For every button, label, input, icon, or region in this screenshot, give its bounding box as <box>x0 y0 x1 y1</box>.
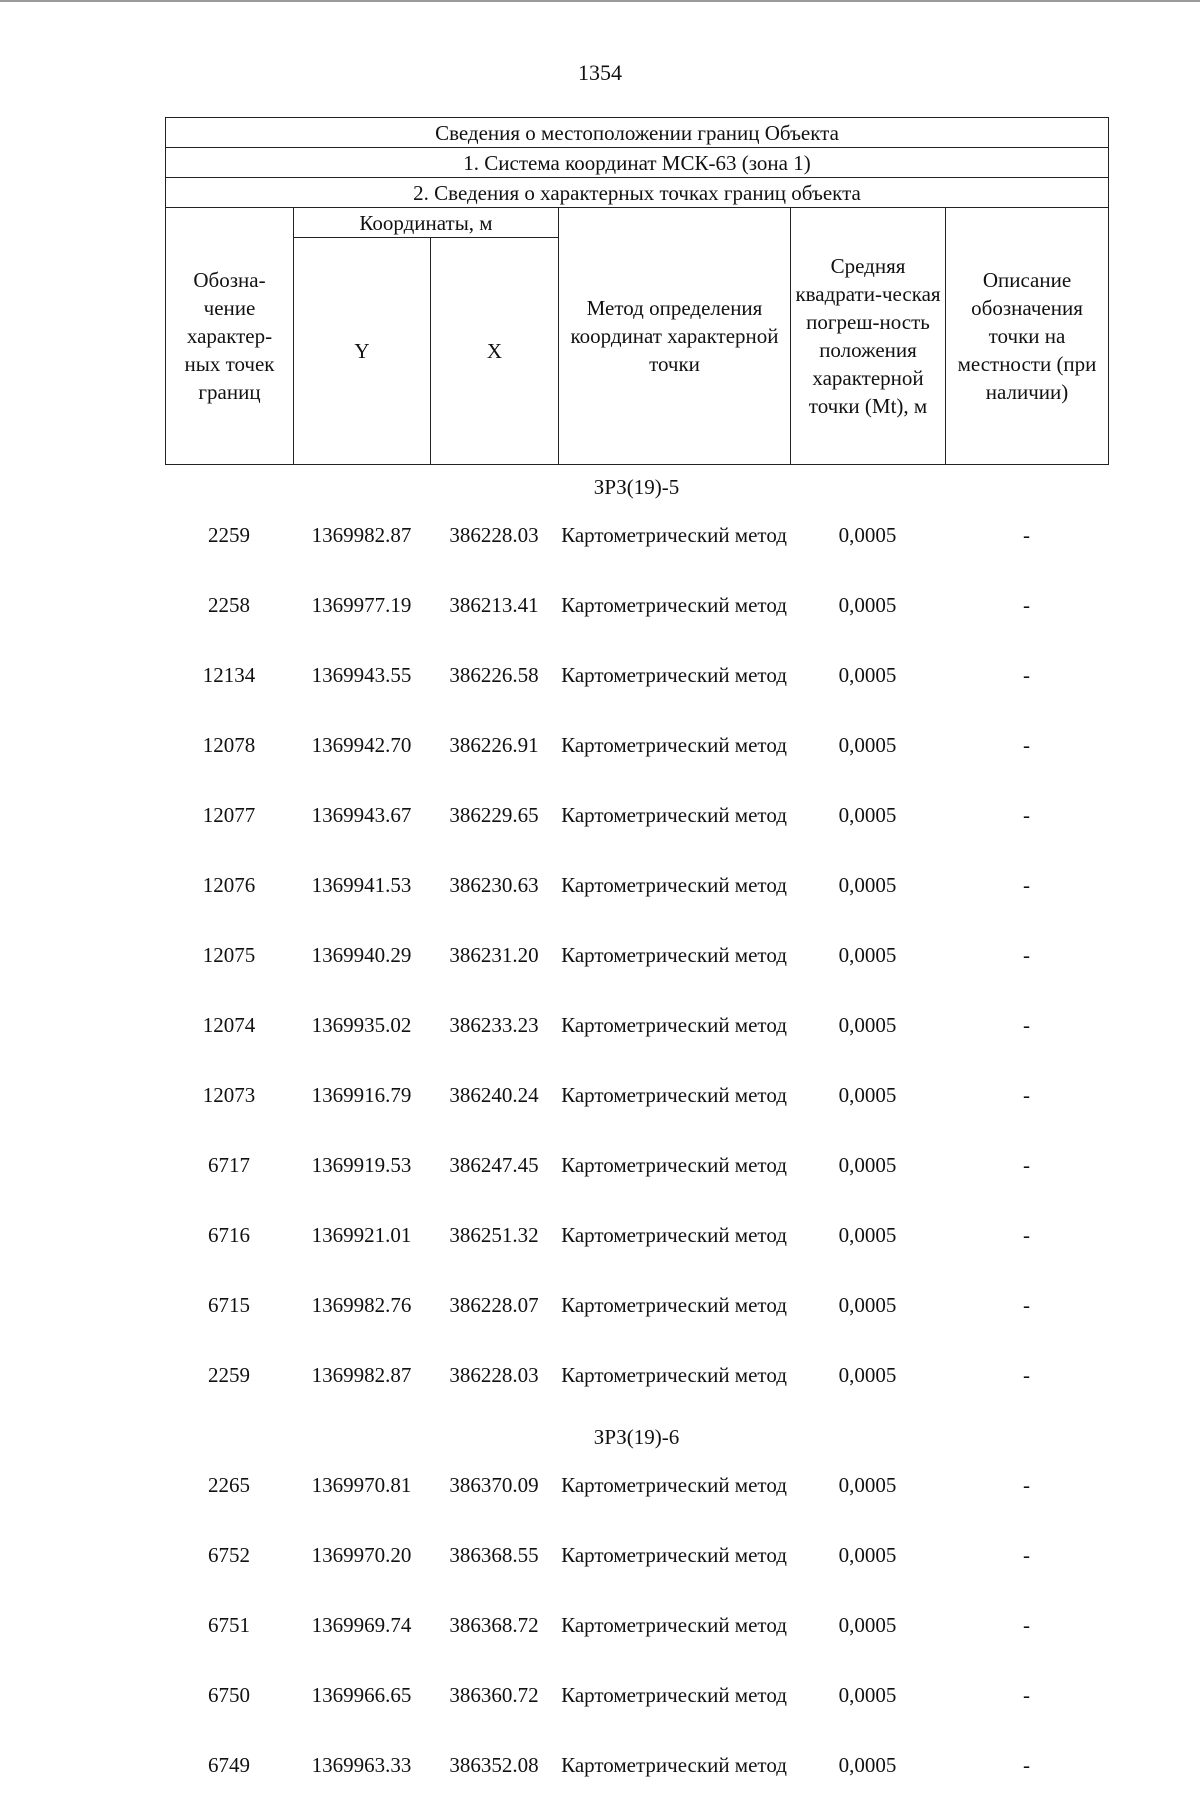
mean-error: 0,0005 <box>838 873 897 897</box>
method: Картометрический метод <box>561 1683 787 1707</box>
point-description: - <box>1023 1153 1031 1177</box>
coord-y: 1369941.53 <box>311 873 412 897</box>
coord-x: 386240.24 <box>449 1083 539 1107</box>
method: Картометрический метод <box>561 1753 787 1777</box>
point-id: 6717 <box>208 1153 250 1177</box>
mean-error: 0,0005 <box>838 663 897 687</box>
coord-x: 386230.63 <box>449 873 539 897</box>
col-header-coordinates: Координаты, м <box>294 208 559 238</box>
mean-error: 0,0005 <box>838 733 897 757</box>
method: Картометрический метод <box>561 943 787 967</box>
coord-y: 1369970.20 <box>311 1543 412 1567</box>
point-id: 6716 <box>208 1223 250 1247</box>
method: Картометрический метод <box>561 1473 787 1497</box>
header-table <box>165 117 1109 465</box>
mean-error: 0,0005 <box>838 1683 897 1707</box>
zone-name: ЗРЗ(19)-5 <box>593 475 680 499</box>
point-id: 6749 <box>208 1753 250 1777</box>
point-description: - <box>1023 1473 1031 1497</box>
col-header-method: Метод определения координат характерной точки <box>559 208 791 465</box>
point-id: 2259 <box>208 523 250 547</box>
col-header-description: Описание обозначения точки на местности (при наличии) <box>946 208 1109 465</box>
coord-x: 386251.32 <box>449 1223 539 1247</box>
mean-error: 0,0005 <box>838 1013 897 1037</box>
point-id: 12073 <box>202 1083 256 1107</box>
point-id: 2265 <box>208 1473 250 1497</box>
table-row <box>165 1597 1108 1667</box>
point-id: 12076 <box>202 873 256 897</box>
method: Картометрический метод <box>561 663 787 687</box>
method: Картометрический метод <box>561 1363 787 1387</box>
coord-y: 1369982.87 <box>311 1363 412 1387</box>
coord-x: 386370.09 <box>449 1473 539 1497</box>
point-id: 6715 <box>208 1293 250 1317</box>
coord-x: 386226.91 <box>449 733 539 757</box>
mean-error: 0,0005 <box>838 1613 897 1637</box>
mean-error: 0,0005 <box>838 1083 897 1107</box>
mean-error: 0,0005 <box>838 1153 897 1177</box>
point-description: - <box>1023 1363 1031 1387</box>
table-row <box>165 1527 1108 1597</box>
method: Картометрический метод <box>561 803 787 827</box>
coord-x: 386352.08 <box>449 1753 539 1777</box>
coord-x: 386233.23 <box>449 1013 539 1037</box>
coord-x: 386231.20 <box>449 943 539 967</box>
coord-y: 1369940.29 <box>311 943 412 967</box>
col-header-error: Средняя квадрати-ческая погреш-ность положения характерной точки (Mt), м <box>791 208 946 465</box>
method: Картометрический метод <box>561 1223 787 1247</box>
point-description: - <box>1023 1543 1031 1567</box>
point-description: - <box>1023 873 1031 897</box>
coord-y: 1369943.55 <box>311 663 412 687</box>
coord-x: 386226.58 <box>449 663 539 687</box>
section-title: 2. Сведения о характерных точках границ объекта <box>166 178 1109 208</box>
coord-x: 386360.72 <box>449 1683 539 1707</box>
table-row <box>165 1207 1108 1277</box>
mean-error: 0,0005 <box>838 1363 897 1387</box>
table-row <box>165 1737 1108 1807</box>
table-row <box>165 927 1108 997</box>
table-row <box>165 997 1108 1067</box>
table-row <box>165 1347 1108 1417</box>
coord-y: 1369935.02 <box>311 1013 412 1037</box>
coord-y: 1369966.65 <box>311 1683 412 1707</box>
method: Картометрический метод <box>561 873 787 897</box>
point-description: - <box>1023 1293 1031 1317</box>
coord-x: 386247.45 <box>449 1153 539 1177</box>
coord-y: 1369982.87 <box>311 523 412 547</box>
method: Картометрический метод <box>561 1543 787 1567</box>
mean-error: 0,0005 <box>838 593 897 617</box>
table-row <box>165 577 1108 647</box>
point-id: 12075 <box>202 943 256 967</box>
coord-y: 1369943.67 <box>311 803 412 827</box>
point-id: 12134 <box>202 663 256 687</box>
method: Картометрический метод <box>561 1293 787 1317</box>
coord-y: 1369919.53 <box>311 1153 412 1177</box>
point-description: - <box>1023 523 1031 547</box>
table-row <box>165 857 1108 927</box>
points-table <box>165 467 1108 1807</box>
point-description: - <box>1023 1613 1031 1637</box>
coord-x: 386229.65 <box>449 803 539 827</box>
mean-error: 0,0005 <box>838 803 897 827</box>
table-row <box>165 1457 1108 1527</box>
point-id: 6751 <box>208 1613 250 1637</box>
table-row <box>165 507 1108 577</box>
coord-x: 386368.55 <box>449 1543 539 1567</box>
point-id: 6752 <box>208 1543 250 1567</box>
coord-x: 386228.03 <box>449 523 539 547</box>
method: Картометрический метод <box>561 1083 787 1107</box>
method: Картометрический метод <box>561 1613 787 1637</box>
col-header-x: X <box>431 238 559 465</box>
point-id: 12074 <box>202 1013 256 1037</box>
coord-y: 1369970.81 <box>311 1473 412 1497</box>
point-id: 2258 <box>208 593 250 617</box>
coord-y: 1369963.33 <box>311 1753 412 1777</box>
point-id: 12078 <box>202 733 256 757</box>
coord-y: 1369969.74 <box>311 1613 412 1637</box>
coord-x: 386228.07 <box>449 1293 539 1317</box>
mean-error: 0,0005 <box>838 943 897 967</box>
top-rule <box>0 0 1200 8</box>
table-title: Сведения о местоположении границ Объекта <box>166 118 1109 148</box>
point-id: 12077 <box>202 803 256 827</box>
point-id: 2259 <box>208 1363 250 1387</box>
point-description: - <box>1023 1013 1031 1037</box>
table-row <box>165 1667 1108 1737</box>
coord-x: 386228.03 <box>449 1363 539 1387</box>
point-id: 6750 <box>208 1683 250 1707</box>
zone-name: ЗРЗ(19)-6 <box>593 1425 680 1449</box>
method: Картометрический метод <box>561 733 787 757</box>
zone-header-row <box>165 467 1108 507</box>
coordinate-system: 1. Система координат МСК-63 (зона 1) <box>166 148 1109 178</box>
point-description: - <box>1023 1753 1031 1777</box>
point-description: - <box>1023 803 1031 827</box>
coord-y: 1369977.19 <box>311 593 412 617</box>
col-header-y: Y <box>294 238 431 465</box>
coord-y: 1369916.79 <box>311 1083 412 1107</box>
table-row <box>165 787 1108 857</box>
table-row <box>165 1137 1108 1207</box>
point-description: - <box>1023 1223 1031 1247</box>
mean-error: 0,0005 <box>838 1753 897 1777</box>
mean-error: 0,0005 <box>838 1543 897 1567</box>
mean-error: 0,0005 <box>838 1223 897 1247</box>
point-description: - <box>1023 943 1031 967</box>
method: Картометрический метод <box>561 1153 787 1177</box>
coord-y: 1369921.01 <box>311 1223 412 1247</box>
mean-error: 0,0005 <box>838 1473 897 1497</box>
point-description: - <box>1023 1083 1031 1107</box>
mean-error: 0,0005 <box>838 523 897 547</box>
method: Картометрический метод <box>561 593 787 617</box>
point-description: - <box>1023 1683 1031 1707</box>
point-description: - <box>1023 733 1031 757</box>
table-row <box>165 647 1108 717</box>
col-header-designation: Обозна-чение характер-ных точек границ <box>166 208 294 465</box>
point-description: - <box>1023 593 1031 617</box>
method: Картометрический метод <box>561 1013 787 1037</box>
coord-x: 386368.72 <box>449 1613 539 1637</box>
coord-y: 1369942.70 <box>311 733 412 757</box>
coord-y: 1369982.76 <box>311 1293 412 1317</box>
zone-header-row <box>165 1417 1108 1457</box>
coord-x: 386213.41 <box>449 593 539 617</box>
table-row <box>165 1277 1108 1347</box>
table-row <box>165 1067 1108 1137</box>
point-description: - <box>1023 663 1031 687</box>
page-number: 1354 <box>578 60 622 85</box>
method: Картометрический метод <box>561 523 787 547</box>
table-row <box>165 717 1108 787</box>
mean-error: 0,0005 <box>838 1293 897 1317</box>
